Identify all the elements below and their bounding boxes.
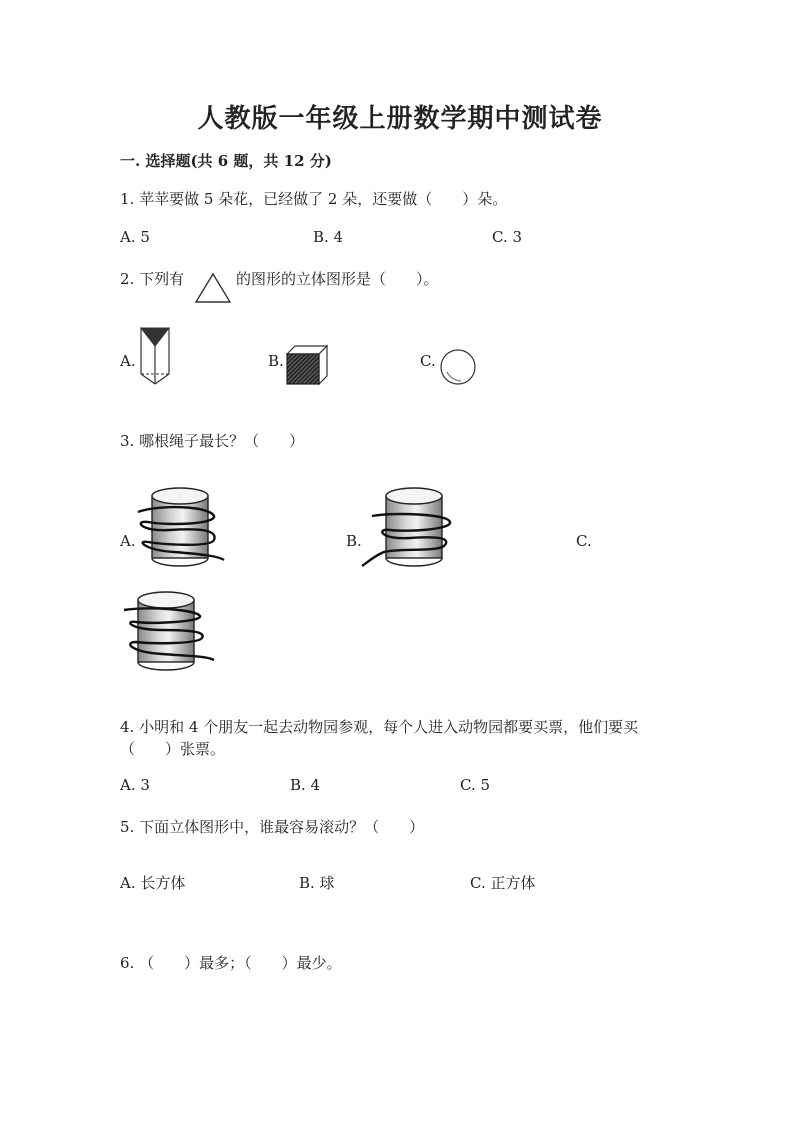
question-5: 5. 下面立体图形中，谁最容易滚动？（ ） (120, 818, 425, 836)
q5-option-c: C. 正方体 (470, 874, 536, 892)
q5-option-b: B. 球 (299, 874, 335, 892)
question-6: 6. （ ）最多；（ ）最少。 (120, 954, 342, 972)
cylinder-rope-b-image (360, 486, 456, 570)
cylinder-rope-a-image (130, 486, 226, 566)
q3-option-b: B. (346, 532, 362, 550)
sphere-image (439, 348, 477, 386)
q3-option-c: C. (576, 532, 592, 550)
q4-option-b: B. 4 (290, 776, 321, 794)
question-4-line1: 4. 小明和 4 个朋友一起去动物园参观，每个人进入动物园都要买票，他们要买 (120, 718, 639, 736)
q2-option-a: A. (120, 352, 136, 370)
triangle-icon (194, 272, 232, 304)
q1-option-a: A. 5 (120, 228, 150, 246)
question-3: 3. 哪根绳子最长？（ ） (120, 432, 305, 450)
question-4-line2: （ ）张票。 (120, 740, 226, 758)
question-2-start: 2. 下列有 (120, 270, 185, 288)
section-heading: 一. 选择题(共 6 题，共 12 分) (120, 152, 332, 170)
q4-option-a: A. 3 (120, 776, 150, 794)
q2-option-b: B. (268, 352, 284, 370)
q1-option-b: B. 4 (313, 228, 344, 246)
cube-image (285, 344, 329, 386)
triangular-prism-image (138, 326, 172, 386)
q5-option-a: A. 长方体 (120, 874, 186, 892)
question-2-end: 的图形的立体图形是（ ）。 (236, 270, 439, 288)
cylinder-rope-c-image (122, 590, 218, 670)
q1-option-c: C. 3 (492, 228, 523, 246)
page-title: 人教版一年级上册数学期中测试卷 (197, 104, 603, 134)
question-1: 1. 苹苹要做 5 朵花，已经做了 2 朵，还要做（ ）朵。 (120, 190, 508, 208)
q3-option-a: A. (120, 532, 136, 550)
q4-option-c: C. 5 (460, 776, 491, 794)
q2-option-c: C. (420, 352, 436, 370)
